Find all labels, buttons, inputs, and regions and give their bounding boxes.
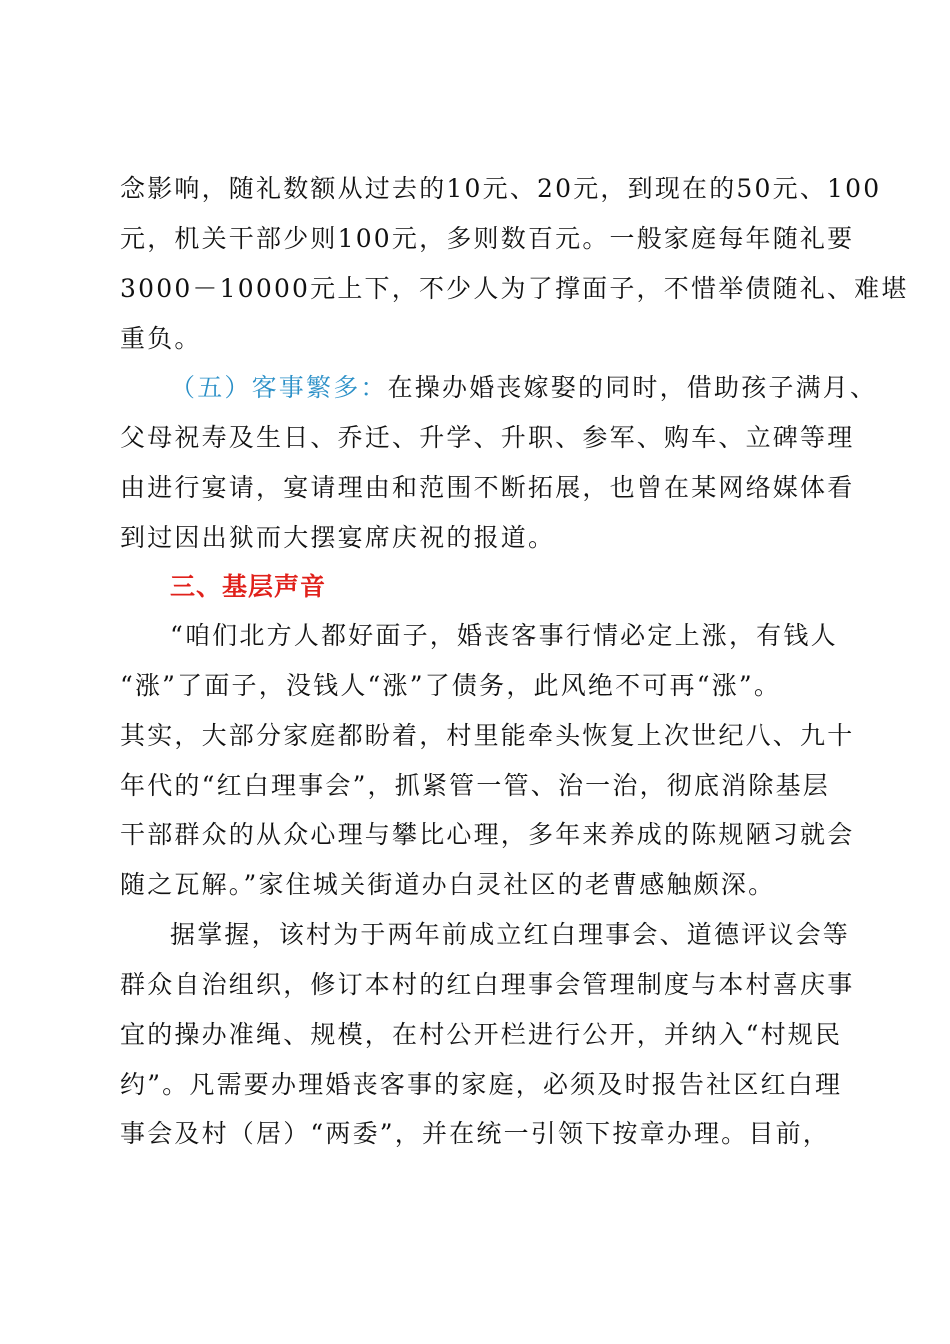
paragraph-line: 随之瓦解。”家住城关街道办白灵社区的老曹感触颇深。 [120, 870, 776, 899]
paragraph-line: 宜的操办准绳、规模，在村公开栏进行公开，并纳入“村规民 [120, 1020, 843, 1049]
paragraph-line: 念影响，随礼数额从过去的10元、20元，到现在的50元、100 [120, 174, 882, 203]
paragraph-line: “咱们北方人都好面子，婚丧客事行情必定上涨，有钱人 [170, 621, 838, 650]
subsection-heading: （五）客事繁多： [170, 373, 388, 402]
paragraph-line: 由进行宴请，宴请理由和范围不断拓展，也曾在某网络媒体看 [120, 473, 855, 502]
section-title: 三、基层声音 [170, 572, 327, 601]
paragraph-line: 重负。 [120, 324, 202, 353]
paragraph-text: 在操办婚丧嫁娶的同时，借助孩子满月、 [387, 373, 878, 402]
paragraph-line: 据掌握，该村为于两年前成立红白理事会、道德评议会等 [170, 920, 851, 949]
paragraph-line: “涨”了面子，没钱人“涨”了债务，此风绝不可再“涨”。 [120, 671, 782, 700]
subsection-first-line [170, 371, 877, 405]
paragraph-line: 事会及村（居）“两委”，并在统一引领下按章办理。目前， [120, 1119, 830, 1148]
paragraph-line: 群众自治组织，修订本村的红白理事会管理制度与本村喜庆事 [120, 970, 855, 999]
paragraph-line: 父母祝寿及生日、乔迁、升学、升职、参军、购车、立碑等理 [120, 423, 855, 452]
paragraph-line: 其实，大部分家庭都盼着，村里能牵头恢复上次世纪八、九十 [120, 721, 855, 750]
paragraph-line: 元，机关干部少则100元，多则数百元。一般家庭每年随礼要 [120, 224, 855, 253]
paragraph-line: 干部群众的从众心理与攀比心理，多年来养成的陈规陋习就会 [120, 820, 855, 849]
paragraph-line: 3000－10000元上下，不少人为了撑面子，不惜举债随礼、难堪 [120, 274, 909, 303]
paragraph-line: 约”。凡需要办理婚丧客事的家庭，必须及时报告社区红白理 [120, 1070, 843, 1099]
paragraph-line: 年代的“红白理事会”，抓紧管一管、治一治，彻底消除基层 [120, 771, 830, 800]
paragraph-line: 到过因出狱而大摆宴席庆祝的报道。 [120, 523, 556, 552]
